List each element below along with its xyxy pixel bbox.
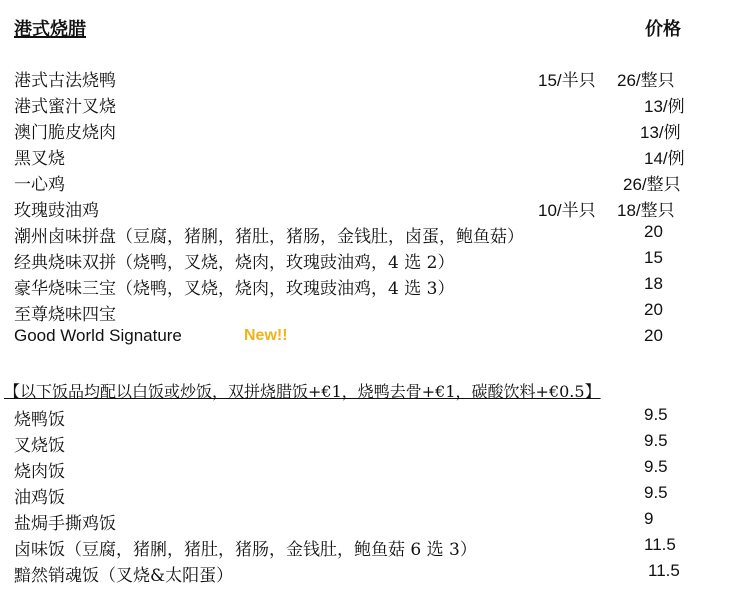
menu-item-price-whole: 18/整只 [617,201,675,220]
menu-item-name: 澳门脆皮烧肉 [14,123,116,143]
price-column-header: 价格 [645,19,681,40]
menu-item-price: 14/例 [644,149,685,168]
menu-item-name: 港式蜜汁叉烧 [14,97,116,117]
new-badge: New!! [244,327,288,344]
menu-item-name: 玫瑰豉油鸡 [14,201,99,221]
menu-item-price-whole: 26/整只 [617,71,675,90]
rice-item-price: 9.5 [644,431,668,450]
rice-item-price: 11.5 [648,561,680,580]
rice-item-price: 9 [644,509,654,528]
menu-item-price: 18 [644,274,663,293]
menu-item-name: 一心鸡 [14,175,65,195]
rice-item-name: 叉烧饭 [14,436,65,456]
menu-item-price: 13/例 [644,97,685,116]
menu-item-price: 20 [644,222,663,241]
rice-item-name: 盐焗手撕鸡饭 [14,514,116,534]
rice-item-price: 9.5 [644,405,668,424]
rice-item-name: 黯然销魂饭（叉烧&太阳蛋） [14,566,234,586]
menu-item-name: Good World Signature [14,326,182,345]
menu-item-name: 黑叉烧 [14,149,65,169]
menu-item-name: 潮州卤味拼盘（豆腐，猪脷，猪肚，猪肠，金钱肚，卤蛋，鲍鱼菇） [14,227,524,247]
rice-item-name: 卤味饭（豆腐，猪脷，猪肚，猪肠，金钱肚，鲍鱼菇 6 选 3） [14,540,477,560]
section-title: 港式烧腊 [14,19,86,40]
rice-item-price: 9.5 [644,457,668,476]
rice-item-name: 油鸡饭 [14,488,65,508]
rice-item-price: 9.5 [644,483,668,502]
rice-item-name: 烧鸭饭 [14,410,65,430]
menu-item-price: 15 [644,248,663,267]
menu-item-price-half: 10/半只 [538,201,596,220]
menu-item-price: 26/整只 [623,175,681,194]
menu-item-price: 20 [644,326,663,345]
rice-dishes-note: 【以下饭品均配以白饭或炒饭，双拼烧腊饭+€1，烧鸭去骨+€1，碳酸饮料+€0.5】 [4,382,601,401]
menu-item-name: 港式古法烧鸭 [14,71,116,91]
menu-item-price: 20 [644,300,663,319]
rice-item-name: 烧肉饭 [14,462,65,482]
rice-item-price: 11.5 [644,535,676,554]
menu-item-price: 13/例 [640,123,681,142]
menu-item-name: 豪华烧味三宝（烧鸭，叉烧，烧肉，玫瑰豉油鸡，4 选 3） [14,279,455,299]
menu-item-name: 至尊烧味四宝 [14,305,116,325]
menu-item-price-half: 15/半只 [538,71,596,90]
menu-item-name: 经典烧味双拼（烧鸭，叉烧，烧肉，玫瑰豉油鸡，4 选 2） [14,253,455,273]
